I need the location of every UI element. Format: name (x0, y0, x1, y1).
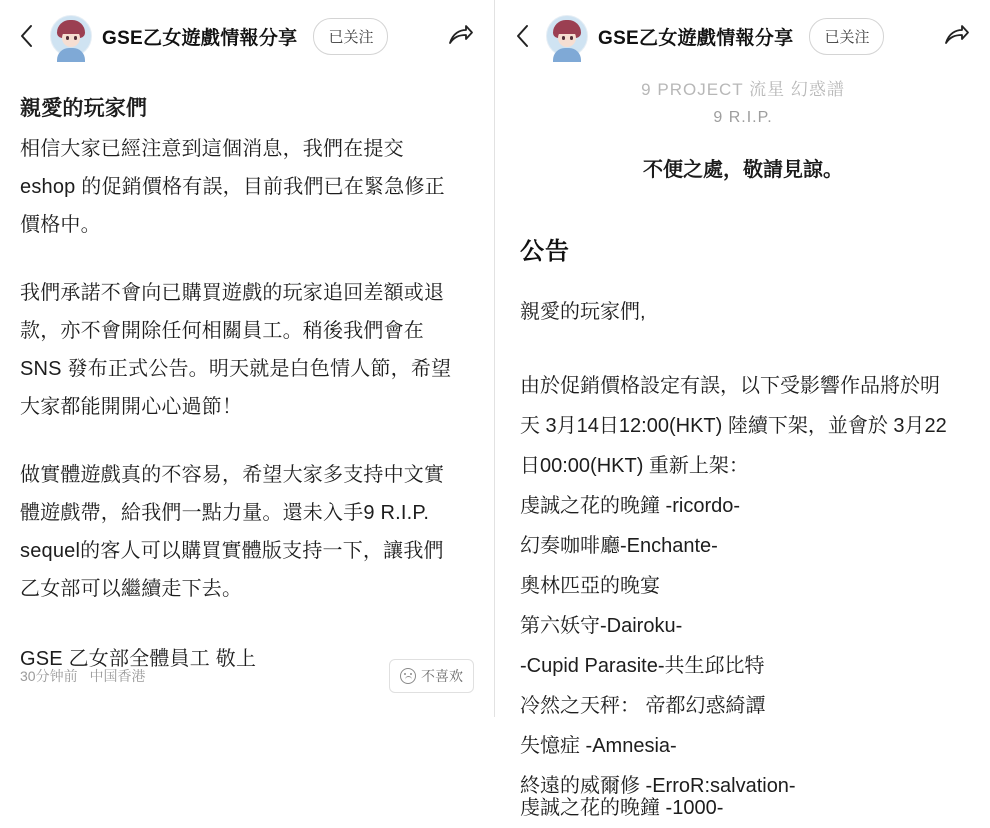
paragraph-2-line-3: SNS 發布正式公告。明天就是白色情人節，希望 (20, 358, 452, 380)
paragraph-3-line-1: 做實體遊戲真的不容易，希望大家多支持中文實 (20, 464, 445, 486)
list-item: -Cupid Parasite-共生邱比特 (520, 655, 765, 677)
paragraph-1-line-1: 相信大家已經注意到這個消息，我們在提交 (20, 138, 404, 160)
share-icon[interactable] (444, 21, 478, 51)
faded-image-top (496, 70, 990, 186)
list-item: 虔誠之花的晚鐘 -ricordo- (520, 495, 741, 517)
account-name: GSE乙女遊戲情報分享 (102, 27, 298, 49)
list-item: 終遠的威爾修 -ErroR:salvation- (520, 775, 796, 797)
notice-line-1: 由於促銷價格設定有誤，以下受影響作品將於明 (520, 375, 940, 397)
account-name: GSE乙女遊戲情報分享 (598, 27, 794, 49)
list-item: 失憶症 -Amnesia- (520, 735, 677, 757)
left-meta-row (20, 659, 474, 693)
apology-text: 不便之處，敬請見諒。 (643, 159, 843, 181)
back-icon[interactable] (510, 21, 536, 51)
faded-text-line-1: 9 PROJECT 流星 幻惑譜 (641, 80, 845, 99)
right-header-bar (496, 0, 990, 70)
paragraph-2-line-2: 款，亦不會開除任何相關員工。稍後我們會在 (20, 320, 424, 342)
list-item: 冷然之天秤： 帝都幻惑綺譚 (520, 695, 766, 717)
faded-text-line-2: 9 R.I.P. (713, 109, 773, 126)
list-item: 奧林匹亞的晚宴 (520, 575, 660, 597)
paragraph-1-line-3: 價格中。 (20, 214, 101, 236)
list-item-clipped-text: 虔誠之花的晚鐘 -1000- (520, 797, 724, 819)
paragraph-3-line-2: 體遊戲帶，給我們一點力量。還未入手9 R.I.P. (20, 502, 430, 524)
follow-button[interactable]: 已关注 (809, 18, 884, 55)
signature: GSE 乙女部全體員工 敬上 (20, 648, 257, 670)
paragraph-2-line-1: 我們承諾不會向已購買遊戲的玩家追回差額或退 (20, 282, 445, 304)
frown-face-icon (400, 668, 416, 684)
pane-divider (494, 0, 495, 717)
post-location: 中国香港 (89, 668, 146, 684)
left-article-pane (0, 0, 494, 717)
dislike-button[interactable] (389, 659, 474, 693)
follow-button[interactable]: 已关注 (313, 18, 388, 55)
paragraph-1-line-2: eshop 的促銷價格有誤，目前我們已在緊急修正 (20, 176, 445, 198)
dislike-label: 不喜欢 (421, 668, 463, 684)
back-icon[interactable] (14, 21, 40, 51)
post-timestamp: 30分钟前 (20, 668, 78, 684)
paragraph-2-line-4: 大家都能開開心心過節！ (20, 396, 243, 418)
paragraph-spacer (520, 332, 966, 366)
paragraph-3-line-3: sequel的客人可以購買實體版支持一下，讓我們 (20, 540, 444, 562)
article-title: 親愛的玩家們 (20, 97, 148, 120)
notice-line-2: 天 3月14日12:00(HKT) 陸續下架，並會於 3月22 (520, 415, 947, 437)
list-item-clipped (520, 797, 966, 826)
avatar[interactable] (546, 15, 588, 57)
affected-game-list (520, 486, 966, 826)
notice-title: 公告 (520, 238, 570, 265)
left-article-body (0, 92, 494, 676)
avatar[interactable] (50, 15, 92, 57)
greeting-line: 親愛的玩家們, (520, 301, 646, 323)
right-article-body (496, 232, 990, 826)
right-article-pane (496, 0, 990, 819)
share-icon[interactable] (940, 21, 974, 51)
paragraph-spacer (20, 244, 474, 274)
left-header-bar (0, 0, 494, 70)
paragraph-3-line-4: 乙女部可以繼續走下去。 (20, 578, 243, 600)
list-item: 幻奏咖啡廳-Enchante- (520, 535, 718, 557)
notice-line-3: 日00:00(HKT) 重新上架： (520, 455, 749, 477)
list-item: 第六妖守-Dairoku- (520, 615, 683, 637)
post-meta (20, 666, 145, 686)
paragraph-spacer (20, 426, 474, 456)
